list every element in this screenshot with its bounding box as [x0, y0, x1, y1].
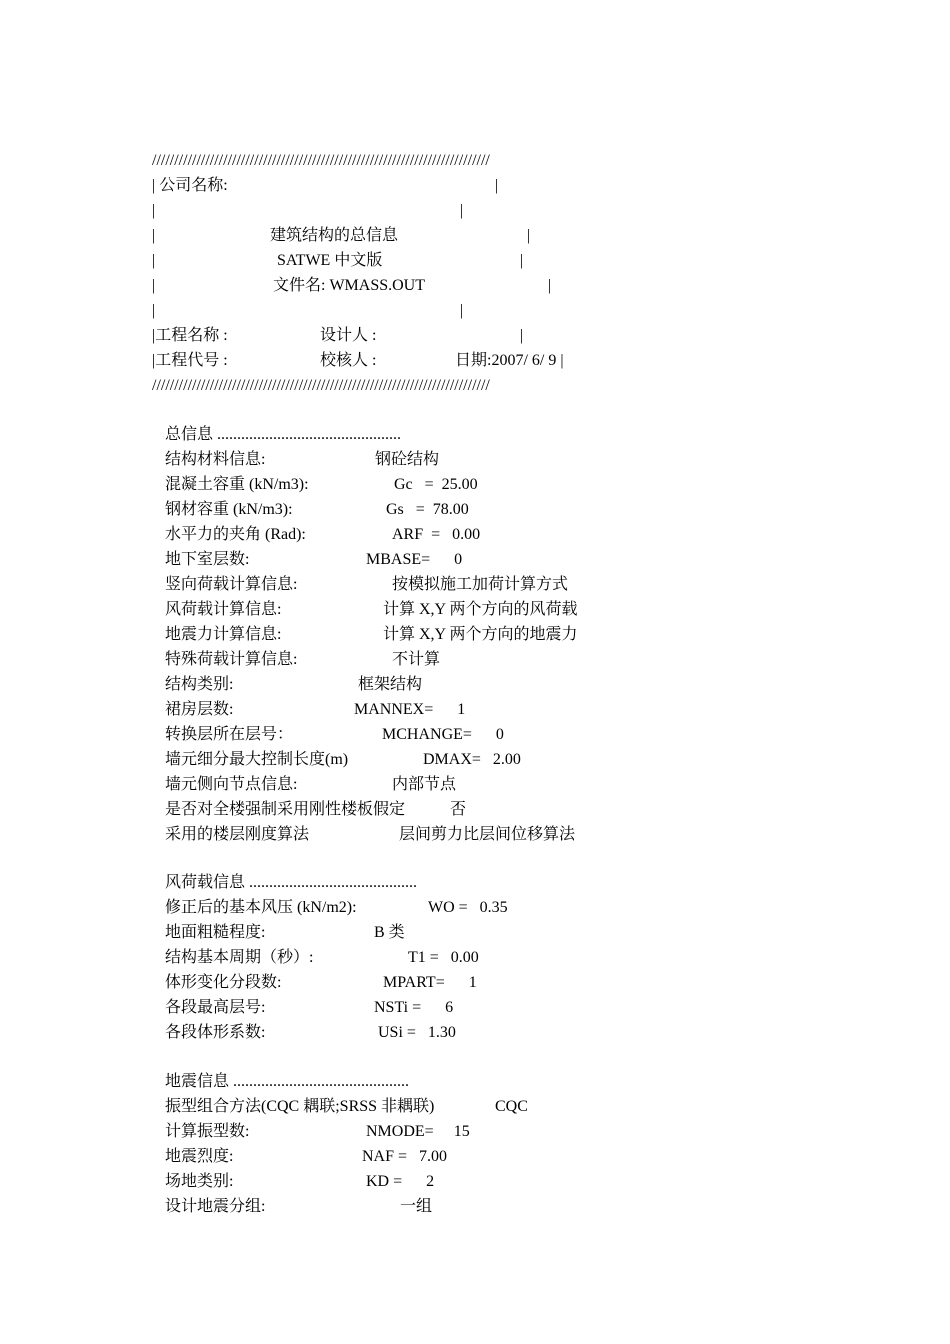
header-bar: |: [520, 252, 524, 269]
general-heading: 总信息 ..............................................: [165, 426, 402, 443]
header-bar: |: [152, 202, 156, 219]
seismic-heading: 地震信息 ............................................: [165, 1073, 410, 1090]
general-label: 混凝土容重 (kN/m3):: [165, 476, 309, 493]
general-value: 按模拟施工加荷计算方式: [392, 576, 569, 593]
report-date: 日期:2007/ 6/ 9 |: [455, 352, 564, 369]
wind-heading: 风荷载信息 ..........................................: [165, 874, 418, 891]
seismic-label: 振型组合方法(CQC 耦联;SRSS 非耦联): [165, 1098, 435, 1115]
general-value: DMAX= 2.00: [423, 751, 521, 768]
header-bar: |: [460, 302, 464, 319]
seismic-label: 计算振型数:: [165, 1123, 250, 1140]
header-border-top: ////////////////////////////////////////////////////////////////////////////: [152, 152, 490, 169]
wind-label: 结构基本周期（秒）:: [165, 949, 314, 966]
header-bar: |: [527, 227, 531, 244]
header-bar: |: [152, 277, 156, 294]
wind-label: 体形变化分段数:: [165, 974, 282, 991]
seismic-value: 一组: [400, 1198, 433, 1215]
designer-label: 设计人 :: [320, 327, 377, 344]
seismic-label: 设计地震分组:: [165, 1198, 266, 1215]
general-label: 结构类别:: [165, 676, 234, 693]
general-label: 结构材料信息:: [165, 451, 266, 468]
general-value: 层间剪力比层间位移算法: [399, 826, 576, 843]
seismic-value: CQC: [495, 1098, 528, 1115]
company-name-label: | 公司名称:: [152, 177, 228, 194]
header-bar: |: [460, 202, 464, 219]
general-label: 裙房层数:: [165, 701, 234, 718]
general-label: 钢材容重 (kN/m3):: [165, 501, 293, 518]
header-bar: |: [495, 177, 499, 194]
report-title: 建筑结构的总信息: [270, 227, 399, 244]
project-code-label: |工程代号 :: [152, 352, 228, 369]
file-name: 文件名: WMASS.OUT: [273, 277, 426, 294]
seismic-value: KD = 2: [366, 1173, 435, 1190]
wind-value: USi = 1.30: [378, 1024, 456, 1041]
wind-label: 地面粗糙程度:: [165, 924, 266, 941]
header-bar: |: [548, 277, 552, 294]
project-name-label: |工程名称 :: [152, 327, 228, 344]
general-value: MBASE= 0: [366, 551, 463, 568]
general-label: 墙元细分最大控制长度(m): [165, 751, 349, 768]
seismic-label: 地震烈度:: [165, 1148, 234, 1165]
header-bar: |: [520, 327, 524, 344]
wind-label: 各段最高层号:: [165, 999, 266, 1016]
wind-value: T1 = 0.00: [408, 949, 479, 966]
general-label: 水平力的夹角 (Rad):: [165, 526, 306, 543]
general-value: ARF = 0.00: [392, 526, 481, 543]
wind-value: WO = 0.35: [428, 899, 508, 916]
general-label: 竖向荷载计算信息:: [165, 576, 298, 593]
general-value: Gs = 78.00: [386, 501, 469, 518]
general-value: MANNEX= 1: [354, 701, 466, 718]
wind-value: B 类: [374, 924, 405, 941]
wind-value: MPART= 1: [383, 974, 477, 991]
general-label: 是否对全楼强制采用刚性楼板假定: [165, 801, 406, 818]
general-label: 地震力计算信息:: [165, 626, 282, 643]
general-label: 采用的楼层刚度算法: [165, 826, 310, 843]
seismic-label: 场地类别:: [165, 1173, 234, 1190]
header-bar: |: [152, 227, 156, 244]
header-bar: |: [152, 302, 156, 319]
software-name: SATWE 中文版: [277, 252, 383, 269]
general-value: MCHANGE= 0: [382, 726, 504, 743]
general-value: 钢砼结构: [375, 451, 440, 468]
general-value: 计算 X,Y 两个方向的风荷载: [383, 601, 578, 618]
general-label: 特殊荷载计算信息:: [165, 651, 298, 668]
checker-label: 校核人 :: [320, 352, 377, 369]
general-label: 墙元侧向节点信息:: [165, 776, 298, 793]
wind-value: NSTi = 6: [374, 999, 454, 1016]
seismic-value: NMODE= 15: [366, 1123, 470, 1140]
seismic-value: NAF = 7.00: [362, 1148, 448, 1165]
general-label: 地下室层数:: [165, 551, 250, 568]
header-border-bottom: ////////////////////////////////////////////////////////////////////////////: [152, 377, 490, 394]
general-value: 框架结构: [358, 676, 423, 693]
wind-label: 修正后的基本风压 (kN/m2):: [165, 899, 357, 916]
wind-label: 各段体形系数:: [165, 1024, 266, 1041]
general-label: 转换层所在层号：: [165, 726, 294, 743]
general-value: 否: [450, 801, 467, 818]
general-label: 风荷载计算信息:: [165, 601, 282, 618]
general-value: 内部节点: [392, 776, 457, 793]
general-value: 不计算: [392, 651, 441, 668]
general-value: Gc = 25.00: [394, 476, 478, 493]
general-value: 计算 X,Y 两个方向的地震力: [383, 626, 578, 643]
header-bar: |: [152, 252, 156, 269]
